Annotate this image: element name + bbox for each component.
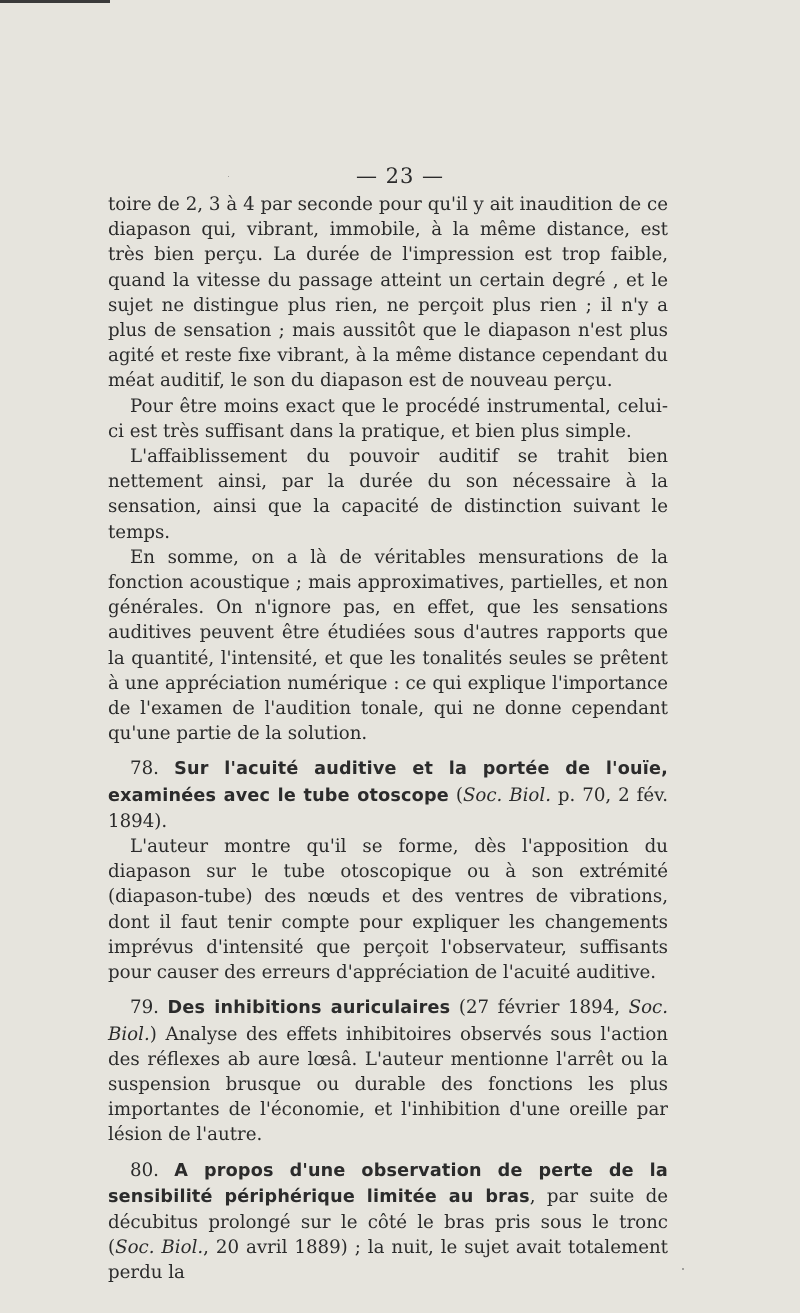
entry-number: 78.	[130, 758, 159, 780]
page-number: — 23 —	[355, 164, 445, 188]
entry-79	[108, 995, 668, 1147]
paragraph: Pour être moins exact que le procédé instrumental, celui-ci est très suffisant dans la pratique, et bien plus simple.	[108, 395, 668, 442]
entry-ref: p. 70, 2 fév. 1894).	[108, 784, 669, 832]
paragraph: toire de 2, 3 à 4 par seconde pour qu'il y ait inaudition de ce diapason qui, vibrant, immobile, à la même distance, est très bien perçu. La durée de l'impression est trop faible, quand la vitesse du passage atteint un certain degré , et le sujet ne distingue plus rien, ne perçoit plus rien ; il n'y a plus de sensation ; mais aussitôt que le diapason n'est plus agité et reste fixe vibrant, à la même distance cependant du méat auditif, le son du diapason est de nouveau perçu.	[108, 194, 668, 392]
body-text	[108, 192, 668, 1286]
entry-80	[108, 1158, 668, 1286]
paper-speck	[228, 176, 229, 177]
entry-ref: (	[448, 784, 463, 806]
paper-speck	[682, 1268, 684, 1270]
paragraph: En somme, on a là de véritables mensurations de la fonction acoustique ; mais approximatives, partielles, et non générales. On n'ignore pas, en effet, que les sensations auditives peuvent être étudiées sous d'autres rapports que la quantité, l'intensité, et que les tonalités seules se prêtent à une appréciation numérique : ce qui explique l'importance de l'examen de l'audition tonale, qui ne donne cependant qu'une partie de la solution.	[108, 546, 668, 745]
entry-title: Sur l'acuité auditive et la portée de l'ouïe, examinées avec le tube otoscope	[108, 759, 668, 806]
entry-number: 79.	[130, 997, 159, 1019]
top-rule	[0, 0, 110, 3]
entry-ref-journal: Soc. Biol.	[462, 784, 551, 806]
entry-78	[108, 756, 668, 834]
entry-ref-journal: Soc. Biol.	[108, 997, 668, 1045]
paragraph: L'affaiblissement du pouvoir auditif se trahit bien nettement ainsi, par la durée du son nécessaire à la sensation, ainsi que la capacité de distinction suivant le temps.	[108, 446, 668, 543]
entry-ref-journal: Soc. Biol.	[115, 1237, 204, 1259]
entry-ref: , 20 avril 1889) ; la nuit, le sujet avait totalement perdu la	[108, 1237, 668, 1284]
entry-ref: , par suite de décubitus prolongé sur le côté le bras pris sous le tronc (	[108, 1185, 668, 1259]
entry-number: 80.	[130, 1159, 159, 1181]
entry-78-body: L'auteur montre qu'il se forme, dès l'apposition du diapason sur le tube otoscopique ou à son extrémité (diapason-tube) des nœuds et des ventres de vibrations, dont il faut tenir compte pour expliquer les changements imprévus d'intensité que perçoit l'observateur, suffisants pour causer des erreurs d'appréciation de l'acuité auditive.	[108, 836, 668, 984]
entry-title: Des inhibitions auriculaires	[167, 998, 451, 1019]
entry-ref: ) Analyse des effets inhibitoires observés sous l'action des réflexes ab aure lœsâ. L'auteur mentionne l'arrêt ou la suspension brusque ou durable des fonctions les plus importantes de l'économie, et l'inhibition d'une oreille par lésion de l'autre.	[108, 1023, 668, 1146]
entry-title: A propos d'une observation de perte de la sensibilité périphérique limitée au bras	[108, 1160, 668, 1207]
entry-ref: (27 février 1894,	[450, 997, 629, 1019]
